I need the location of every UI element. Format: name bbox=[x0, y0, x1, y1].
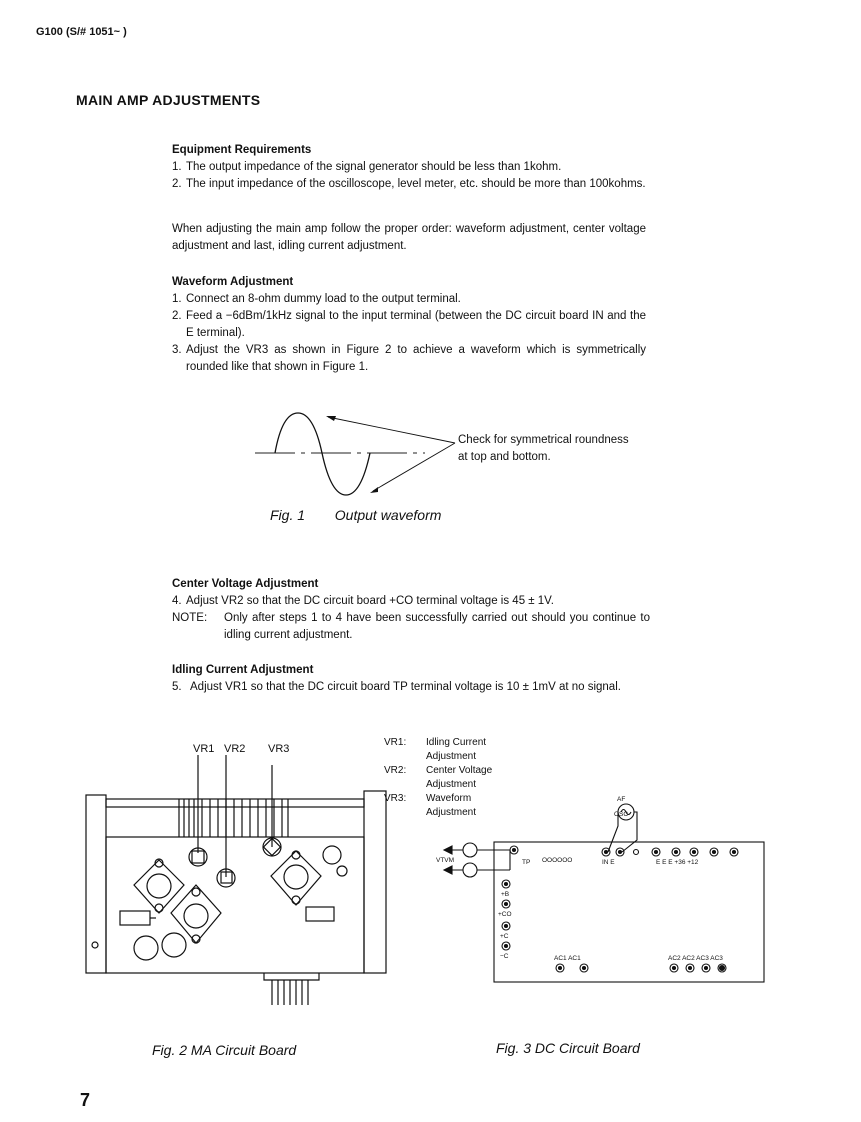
vr-legend-desc bbox=[426, 764, 492, 792]
plus-co-label: +CO bbox=[498, 911, 512, 918]
fig1-caption-text: Output waveform bbox=[334, 507, 442, 523]
item-number: 2. bbox=[172, 178, 182, 190]
right-heatsink-plate bbox=[364, 791, 386, 973]
capacitor-block bbox=[306, 907, 334, 921]
vr-legend-line: Idling Current bbox=[426, 737, 487, 748]
vr3-label: VR3 bbox=[268, 743, 290, 755]
dc-board-outline bbox=[494, 842, 764, 982]
resistor-block bbox=[120, 911, 150, 925]
af-label: AF bbox=[617, 796, 626, 803]
top-heatsink-bar bbox=[106, 799, 364, 807]
ac2-label: AC2 AC2 AC3 AC3 bbox=[668, 955, 723, 962]
sine-wave bbox=[275, 413, 370, 495]
item-text: Adjust the VR3 as shown in Figure 2 to achieve a waveform which is symmetrically rounded like that shown in Figure 1. bbox=[186, 344, 646, 373]
waveform-section bbox=[172, 274, 646, 376]
minus-c-label: −C bbox=[500, 953, 509, 960]
note-item bbox=[172, 610, 650, 644]
item-number: 5. bbox=[172, 681, 182, 693]
vr-legend-row bbox=[384, 736, 492, 764]
center-voltage-heading: Center Voltage Adjustment bbox=[172, 578, 319, 590]
vr-legend-key: VR1: bbox=[384, 737, 407, 748]
osc-label: OSC bbox=[614, 811, 629, 818]
item-text: The input impedance of the oscilloscope, level meter, etc. should be more than 100kohms. bbox=[186, 178, 646, 190]
idling-heading: Idling Current Adjustment bbox=[172, 664, 314, 676]
vr-legend-key: VR3: bbox=[384, 793, 407, 804]
item-text: The output impedance of the signal generator should be less than 1kohm. bbox=[186, 161, 562, 173]
item-text: Adjust VR2 so that the DC circuit board +CO terminal voltage is 45 ± 1V. bbox=[186, 595, 554, 607]
list-item bbox=[172, 176, 646, 193]
item-number: 3. bbox=[172, 344, 182, 356]
vr-legend-line: Center Voltage bbox=[426, 765, 493, 776]
item-number: 2. bbox=[172, 310, 182, 322]
fig1-caption bbox=[270, 507, 441, 523]
item-number: 1. bbox=[172, 161, 182, 173]
fig2-caption: Fig. 2 MA Circuit Board bbox=[152, 1042, 297, 1058]
vr-legend-key: VR2: bbox=[384, 765, 407, 776]
page-number: 7 bbox=[80, 1090, 91, 1110]
document-header: G100 (S/# 1051~ ) bbox=[36, 26, 127, 38]
idling-section bbox=[172, 662, 650, 696]
fig3-caption: Fig. 3 DC Circuit Board bbox=[496, 1040, 640, 1056]
center-voltage-section bbox=[172, 576, 650, 644]
equipment-section bbox=[172, 142, 646, 193]
list-item bbox=[172, 342, 646, 376]
note-text: Only after steps 1 to 4 have been successfully carried out should you continue to idling current adjustment. bbox=[224, 612, 650, 641]
arrowhead-icon bbox=[370, 487, 378, 493]
vr-legend-row bbox=[384, 764, 492, 792]
fig1-caption-number: Fig. 1 bbox=[270, 507, 306, 523]
note-label: NOTE: bbox=[172, 612, 208, 624]
power-transistor bbox=[134, 860, 184, 913]
fig1-note-line: at top and bottom. bbox=[458, 451, 551, 463]
vr-legend-line: Waveform bbox=[426, 793, 472, 804]
page-title: MAIN AMP ADJUSTMENTS bbox=[76, 92, 261, 108]
ma-circuit-board-figure bbox=[84, 755, 394, 1015]
vr-legend-desc bbox=[426, 736, 486, 764]
plus-c-label: +C bbox=[500, 933, 509, 940]
vr1-label: VR1 bbox=[193, 743, 215, 755]
e-row-label: E E E +36 +12 bbox=[656, 859, 699, 866]
vr-legend-line: Adjustment bbox=[426, 807, 477, 818]
dots-label: OOOOOO bbox=[542, 857, 573, 864]
order-paragraph: When adjusting the main amp follow the proper order: waveform adjustment, center voltage adjustment and last, idling current adjustment. bbox=[172, 223, 646, 252]
dc-circuit-board-figure bbox=[432, 790, 772, 990]
arrowhead-icon bbox=[326, 416, 336, 421]
fig1-note-line: Check for symmetrical roundness bbox=[458, 434, 629, 446]
vtvm-label: VTVM bbox=[436, 857, 455, 864]
item-text: Adjust VR1 so that the DC circuit board TP terminal voltage is 10 ± 1mV at no signal. bbox=[190, 681, 621, 693]
left-heatsink-plate bbox=[86, 795, 106, 973]
list-item bbox=[172, 308, 646, 342]
item-number: 4. bbox=[172, 595, 182, 607]
list-item bbox=[172, 159, 646, 176]
fig1-note bbox=[458, 432, 629, 466]
pointer-line-top bbox=[328, 417, 455, 443]
pointer-line-bottom bbox=[373, 443, 455, 491]
equipment-heading: Equipment Requirements bbox=[172, 144, 312, 156]
board-outline bbox=[106, 837, 364, 973]
ac1-label: AC1 AC1 bbox=[554, 955, 581, 962]
vr-legend-line: Adjustment bbox=[426, 751, 477, 762]
plus-b-label: +B bbox=[501, 891, 510, 898]
item-number: 1. bbox=[172, 293, 182, 305]
list-item bbox=[172, 593, 650, 610]
tp-label: TP bbox=[522, 859, 531, 866]
list-item bbox=[172, 291, 646, 308]
list-item bbox=[172, 679, 650, 696]
vr-legend-line: Adjustment bbox=[426, 779, 477, 790]
bottom-connector bbox=[264, 973, 319, 980]
item-text: Feed a −6dBm/1kHz signal to the input terminal (between the DC circuit board IN and the E terminal). bbox=[186, 310, 646, 339]
output-waveform-figure bbox=[250, 405, 460, 500]
waveform-heading: Waveform Adjustment bbox=[172, 276, 294, 288]
item-text: Connect an 8-ohm dummy load to the output terminal. bbox=[186, 293, 461, 305]
vr2-label: VR2 bbox=[224, 743, 246, 755]
in-e-label: IN E bbox=[602, 859, 615, 866]
